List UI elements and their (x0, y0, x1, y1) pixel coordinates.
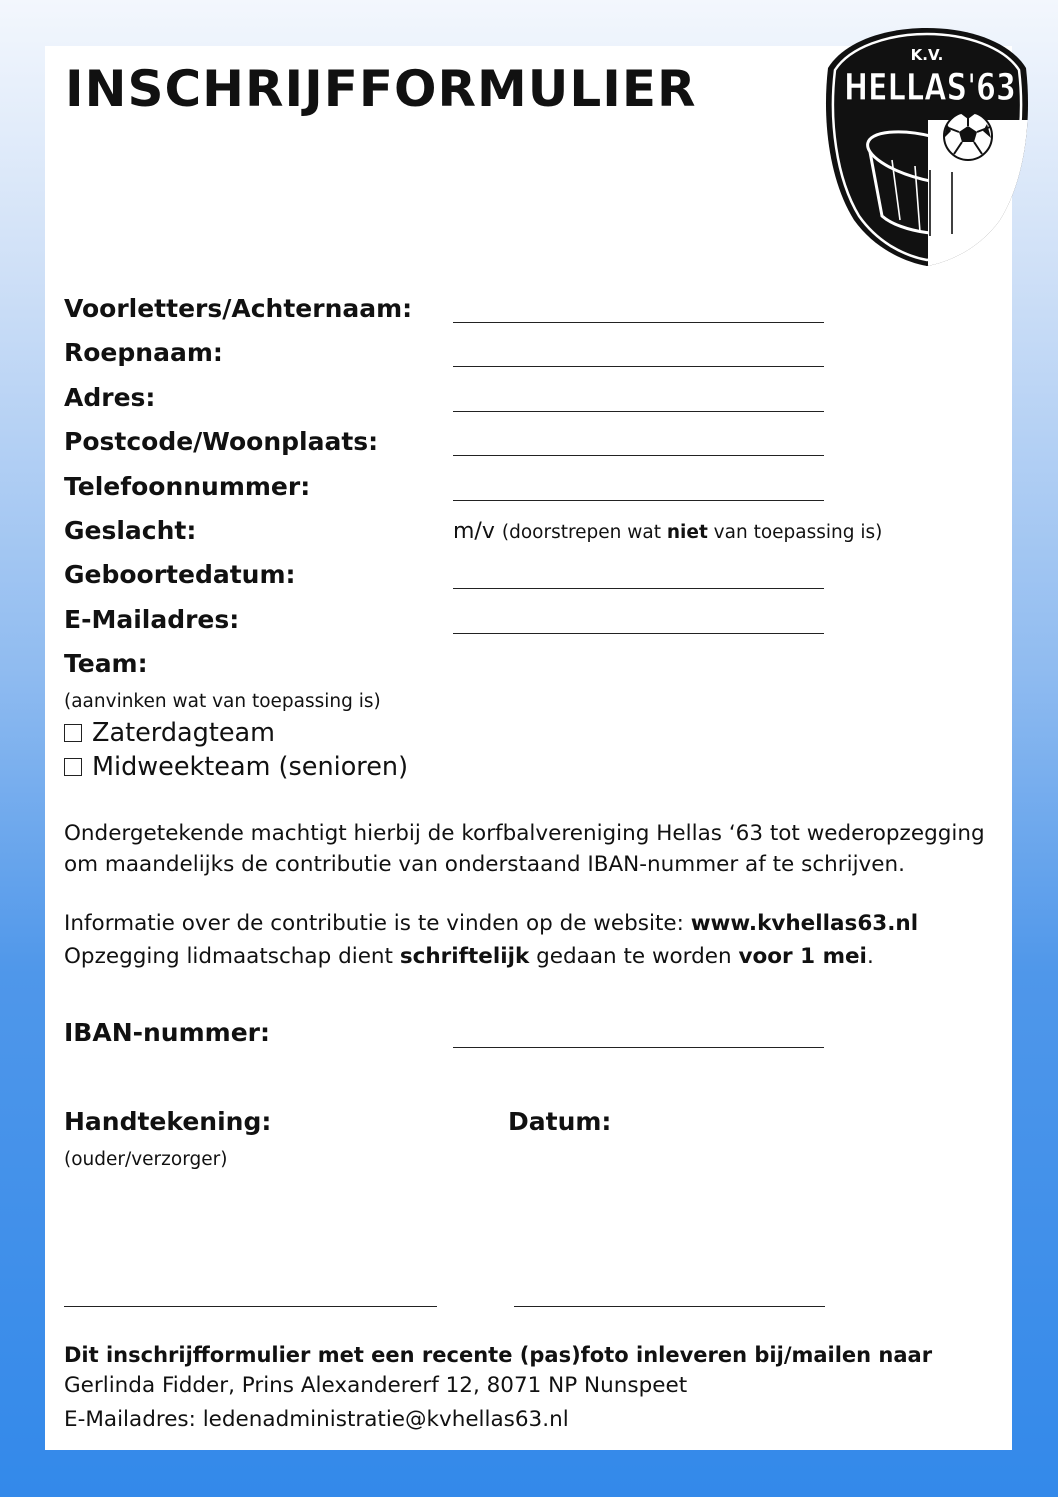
signature-label: Handtekening: (64, 1107, 272, 1136)
logo-club-text: HELLAS'63 (844, 66, 1016, 109)
cancel-text-bold-1: schriftelijk (399, 944, 530, 969)
gender-note-bold: niet (666, 522, 708, 543)
form-title: INSCHRIJFFORMULIER (65, 60, 697, 118)
field-label-email: E-Mailadres: (64, 605, 240, 634)
cancel-text-2: gedaan te worden (529, 944, 739, 969)
field-line-nickname[interactable] (453, 366, 824, 367)
field-line-phone[interactable] (453, 500, 824, 501)
field-label-nickname: Roepnaam: (64, 338, 223, 367)
field-label-birthdate: Geboortedatum: (64, 560, 296, 589)
team-option-midweek[interactable] (64, 752, 408, 782)
field-label-name: Voorletters/Achternaam: (64, 294, 413, 323)
cancel-text-end: . (866, 944, 874, 969)
field-label-postcode-city: Postcode/Woonplaats: (64, 427, 379, 456)
info-paragraph (64, 907, 918, 973)
signature-line[interactable] (64, 1306, 437, 1307)
gender-note-post: van toepassing is) (707, 522, 883, 543)
iban-line[interactable] (453, 1047, 824, 1048)
field-label-address: Adres: (64, 383, 156, 412)
cancel-text-1: Opzegging lidmaatschap dient (64, 944, 400, 969)
checkbox-saturday[interactable] (64, 724, 82, 742)
team-label: Team: (64, 649, 148, 678)
gender-value: m/v (453, 519, 495, 544)
field-line-email[interactable] (453, 633, 824, 634)
mandate-paragraph (64, 818, 985, 880)
mandate-line-1: Ondergetekende machtigt hierbij de korfbalvereniging Hellas ‘63 tot wederopzegging (64, 821, 985, 846)
soccer-ball-icon (944, 112, 992, 160)
footer-email[interactable]: E-Mailadres: ledenadministratie@kvhellas63.nl (64, 1407, 569, 1432)
website-link[interactable]: www.kvhellas63.nl (690, 911, 919, 936)
gender-note-pre: (doorstrepen wat (501, 522, 667, 543)
team-option-midweek-label: Midweekteam (senioren) (92, 752, 409, 782)
checkbox-midweek[interactable] (64, 758, 82, 776)
field-line-address[interactable] (453, 411, 824, 412)
footer-address: Gerlinda Fidder, Prins Alexandererf 12, 8071 NP Nunspeet (64, 1373, 688, 1398)
footer-instruction: Dit inschrijfformulier met een recente (pas)foto inleveren bij/mailen naar (64, 1343, 933, 1367)
signature-note: (ouder/verzorger) (64, 1149, 228, 1170)
iban-label: IBAN-nummer: (64, 1018, 270, 1047)
team-option-saturday-label: Zaterdagteam (92, 718, 275, 748)
cancel-text-bold-2: voor 1 mei (738, 944, 867, 969)
club-logo (820, 20, 1034, 268)
field-line-postcode-city[interactable] (453, 455, 824, 456)
team-option-saturday[interactable] (64, 718, 275, 748)
gender-field[interactable] (453, 519, 882, 544)
field-line-birthdate[interactable] (453, 588, 824, 589)
date-line[interactable] (514, 1306, 825, 1307)
field-label-gender: Geslacht: (64, 516, 197, 545)
field-line-name[interactable] (453, 322, 824, 323)
registration-form-sheet (45, 46, 1016, 1450)
date-label: Datum: (508, 1107, 612, 1136)
logo-small-text: K.V. (910, 46, 944, 64)
team-note: (aanvinken wat van toepassing is) (64, 691, 381, 712)
mandate-line-2: om maandelijks de contributie van onderstaand IBAN-nummer af te schrijven. (64, 852, 905, 877)
field-label-phone: Telefoonnummer: (64, 472, 311, 501)
info-line-1: Informatie over de contributie is te vinden op de website: (64, 911, 691, 936)
